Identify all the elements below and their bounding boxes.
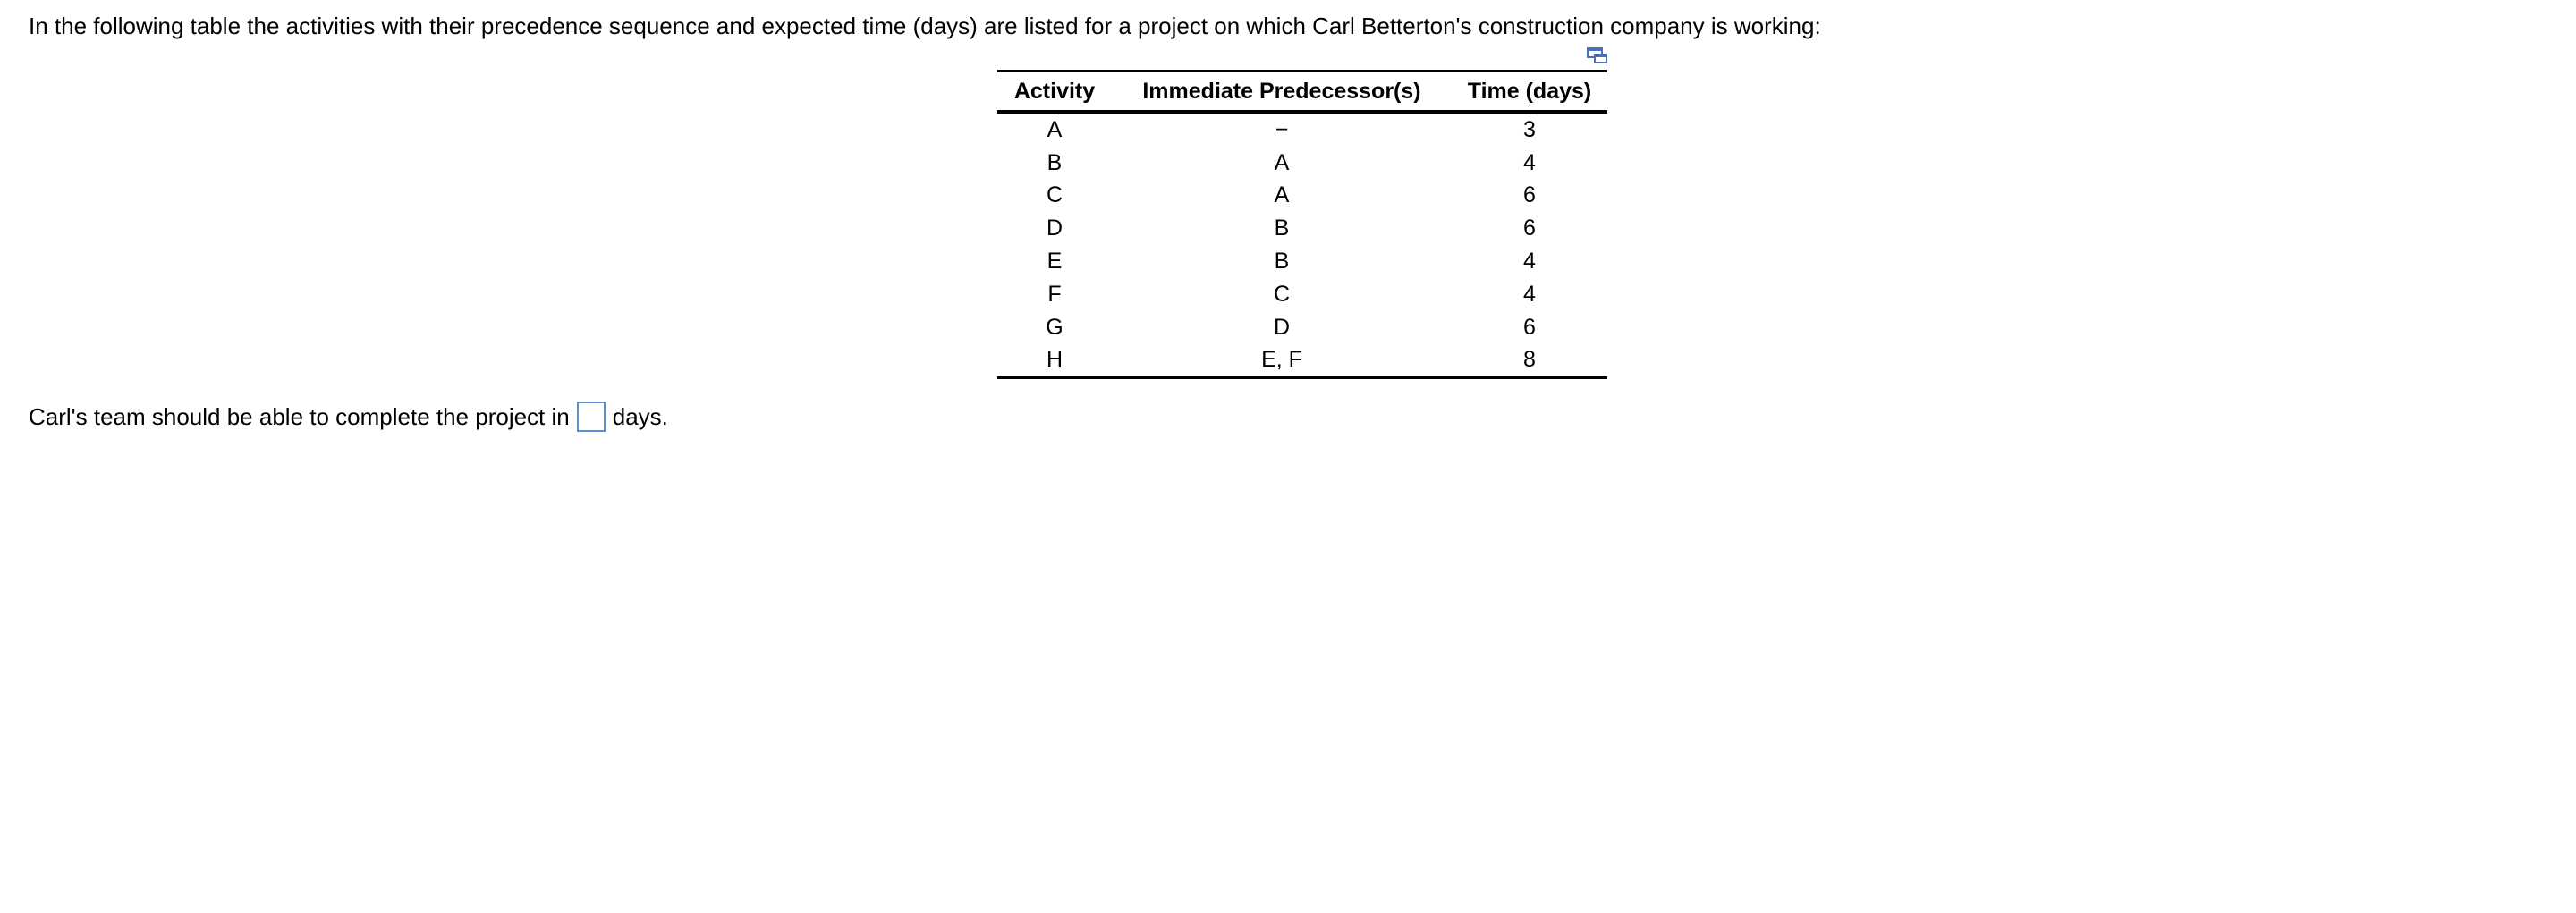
cell-predecessor: B — [1274, 249, 1290, 275]
popout-window-icon[interactable] — [1587, 46, 1608, 64]
header-activity: Activity — [997, 72, 1112, 113]
cell-time: 6 — [1523, 182, 1536, 208]
cell-time: 3 — [1523, 116, 1536, 142]
table-row — [997, 344, 1607, 378]
table-row — [997, 278, 1607, 311]
answer-input[interactable] — [577, 402, 606, 432]
cell-time: 6 — [1523, 216, 1536, 241]
table-row — [997, 147, 1607, 180]
question-intro-text: In the following table the activities with their precedence sequence and expected time (days) are listed for a project on which Carl Betterton's construction company is working: — [29, 13, 1821, 39]
cell-predecessor: − — [1275, 116, 1289, 142]
cell-activity: A — [1046, 116, 1063, 142]
cell-activity: C — [1046, 182, 1063, 208]
cell-activity: D — [1046, 216, 1063, 241]
cell-activity: E — [1046, 249, 1063, 275]
activity-table — [997, 70, 1607, 379]
table-row — [997, 245, 1607, 278]
table-row — [997, 112, 1607, 147]
header-time: Time (days) — [1452, 72, 1607, 113]
cell-predecessor: B — [1274, 216, 1290, 241]
cell-time: 8 — [1452, 344, 1607, 378]
answer-sentence — [29, 399, 668, 435]
cell-time: 4 — [1523, 149, 1536, 175]
cell-time: 6 — [1523, 314, 1536, 340]
cell-activity: G — [1046, 314, 1063, 340]
cell-activity: B — [1046, 149, 1063, 175]
cell-activity: F — [1047, 281, 1062, 307]
cell-predecessor: C — [1273, 281, 1291, 307]
activity-table-container — [997, 70, 1607, 379]
cell-predecessor: E, F — [1112, 344, 1452, 378]
cell-time: 4 — [1523, 281, 1536, 307]
cell-predecessor: A — [1274, 182, 1290, 208]
header-predecessor: Immediate Predecessor(s) — [1112, 72, 1452, 113]
cell-predecessor: D — [1273, 314, 1291, 340]
cell-time: 4 — [1523, 249, 1536, 275]
table-row — [997, 311, 1607, 344]
cell-activity: H — [997, 344, 1112, 378]
table-row — [997, 180, 1607, 213]
answer-suffix-text: days. — [612, 403, 668, 430]
answer-prefix-text: Carl's team should be able to complete the project in — [29, 403, 570, 430]
table-row — [997, 212, 1607, 245]
table-header-row — [997, 72, 1607, 113]
cell-predecessor: A — [1274, 149, 1290, 175]
